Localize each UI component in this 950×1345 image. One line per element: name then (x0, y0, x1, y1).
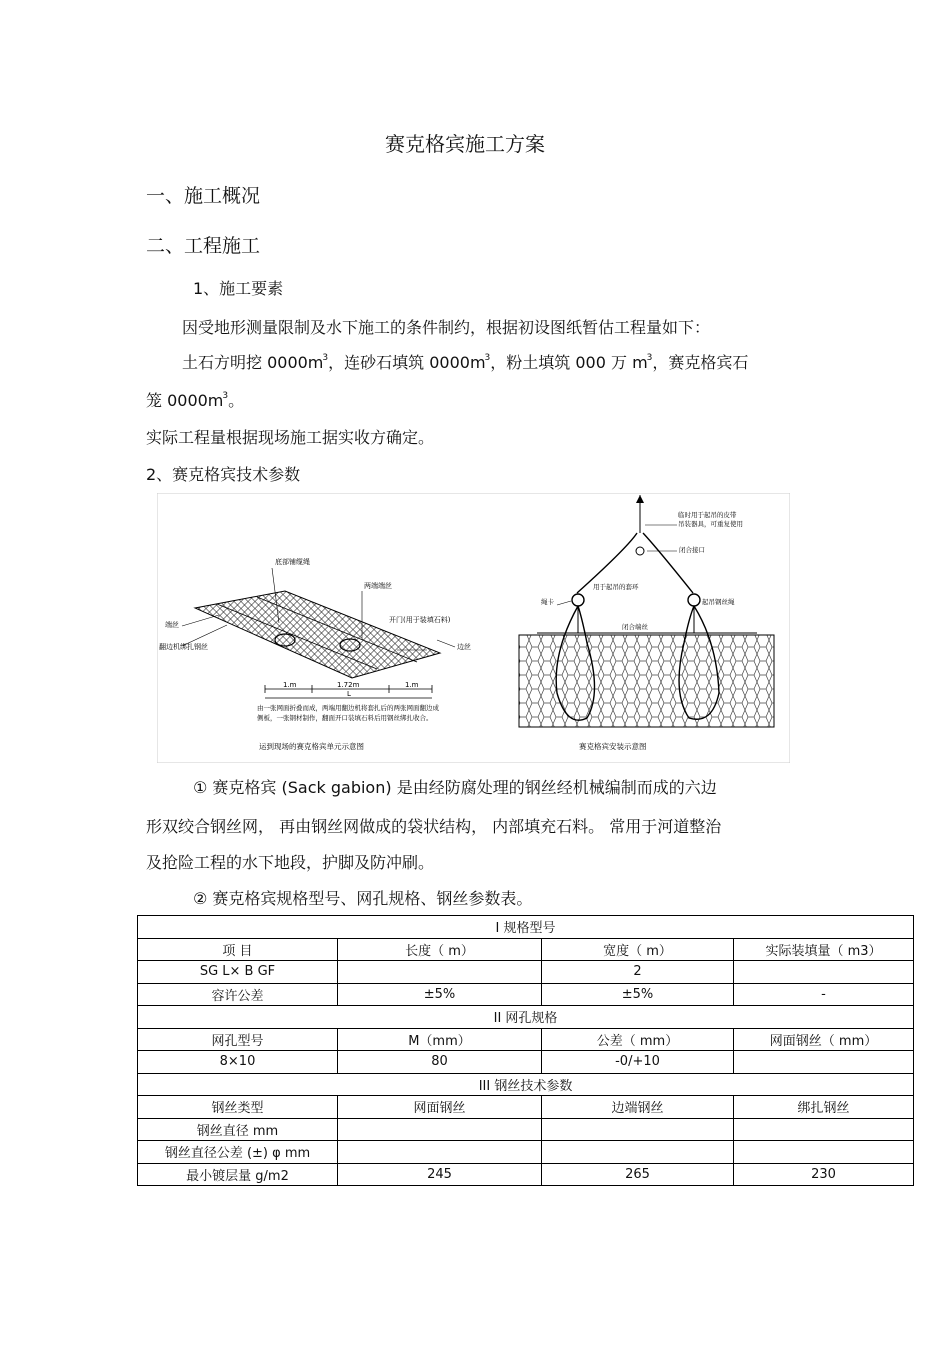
table-cell (734, 1141, 914, 1164)
label-lifting-ring: 用于起吊的套环 (593, 583, 639, 591)
superscript: 3 (222, 390, 229, 401)
label-rope-clip: 绳卡 (541, 598, 554, 606)
subheading-elements: 1、施工要素 (193, 279, 284, 298)
table-cell: 钢丝直径 mm (138, 1118, 338, 1141)
table-cell: 245 (338, 1163, 542, 1186)
label-binding-wire: 翻边机绑扎钢丝 (159, 643, 208, 651)
section-header: II 网孔规格 (138, 1006, 914, 1029)
subheading-parameters: 2、赛克格宾技术参数 (146, 465, 301, 484)
column-header: 钢丝类型 (138, 1096, 338, 1119)
column-header: 边端钢丝 (542, 1096, 734, 1119)
table-cell (338, 961, 542, 984)
column-header: M（mm） (338, 1028, 542, 1051)
table-row (138, 1118, 914, 1141)
left-note-line1: 由一张网面折叠而成，两端用翻边机将套扎后的两张网面翻边成 (257, 704, 439, 712)
label-lifting-device: 吊装器具，可重复使用 (678, 520, 743, 528)
table-row (138, 961, 914, 984)
paragraph-gabion-definition: ① 赛克格宾 (Sack gabion) 是由经防腐处理的钢丝经机械编制而成的六边 (193, 778, 717, 797)
table-cell: SG L× B GF (138, 961, 338, 984)
dim-label-2: 1.72m (337, 681, 360, 689)
table-row (138, 938, 914, 961)
paragraph-table-intro: ② 赛克格宾规格型号、网孔规格、钢丝参数表。 (193, 889, 533, 908)
spec-table (137, 915, 914, 1186)
table-cell: 容许公差 (138, 983, 338, 1006)
column-header: 公差（ mm） (542, 1028, 734, 1051)
label-bottom-rope: 底部铺缆绳 (275, 558, 310, 566)
table-cell: ±5% (338, 983, 542, 1006)
label-opening: 开门(用于装填石料) (389, 616, 451, 624)
superscript: 3 (484, 352, 491, 363)
quantity-gabion: ，赛克格宾石 (652, 353, 749, 372)
table-cell: 265 (542, 1163, 734, 1186)
table-cell (338, 1118, 542, 1141)
gabion-diagram (157, 493, 790, 763)
table-cell: - (734, 983, 914, 1006)
page-title: 赛克格宾施工方案 (385, 132, 545, 156)
table-row (138, 1163, 914, 1186)
section-header: III 钢丝技术参数 (138, 1073, 914, 1096)
table-cell: 230 (734, 1163, 914, 1186)
table-cell: 最小镀层量 g/m2 (138, 1163, 338, 1186)
table-cell: 8×10 (138, 1051, 338, 1074)
dim-label-total: L (347, 690, 351, 698)
quantity-earthwork: 土石方明挖 0000m (182, 353, 324, 372)
column-header: 长度（ m） (338, 938, 542, 961)
paragraph-gabion-definition-cont: 形双绞合钢丝网， 再由钢丝网做成的袋状结构， 内部填充石料。 常用于河道整治 (146, 817, 722, 836)
dim-label-3: 1.m (405, 681, 419, 689)
table-cell: 2 (542, 961, 734, 984)
column-header: 网孔型号 (138, 1028, 338, 1051)
paragraph-quantities (182, 350, 748, 373)
sentence-end: 。 (228, 391, 245, 410)
left-note-line2: 侧板，一张钢材制作，翻面开口装填石料后用钢丝绑扎收合。 (257, 714, 433, 722)
left-figure-caption: 运到现场的赛克格宾单元示意图 (259, 742, 364, 751)
table-cell: ±5% (542, 983, 734, 1006)
table-row (138, 1028, 914, 1051)
table-cell (542, 1141, 734, 1164)
table-row (138, 983, 914, 1006)
table-cell: -0/+10 (542, 1051, 734, 1074)
section-heading-construction: 二、工程施工 (146, 235, 261, 257)
table-cell (734, 1051, 914, 1074)
label-end-wires: 两端端丝 (364, 582, 392, 590)
label-closing-wire: 闭合端丝 (622, 623, 648, 631)
table-row (138, 1006, 914, 1029)
dim-label-1: 1.m (283, 681, 297, 689)
paragraph-gabion-usage: 及抢险工程的水下地段，护脚及防冲刷。 (146, 853, 435, 872)
table-row (138, 916, 914, 939)
label-temporary-strap: 临时用于起吊的皮带 (678, 511, 737, 519)
table-cell (338, 1141, 542, 1164)
label-end-wire: 端丝 (165, 621, 179, 629)
table-row (138, 1096, 914, 1119)
column-header: 网面钢丝（ mm） (734, 1028, 914, 1051)
column-header: 宽度（ m） (542, 938, 734, 961)
table-cell (734, 961, 914, 984)
superscript: 3 (322, 352, 329, 363)
right-figure-caption: 赛克格宾安装示意图 (579, 742, 647, 751)
quantity-gravel: ，连砂石填筑 0000m (328, 353, 486, 372)
table-row (138, 1051, 914, 1074)
column-header: 项 目 (138, 938, 338, 961)
table-row (138, 1141, 914, 1164)
table-cell (734, 1118, 914, 1141)
paragraph-quantities-cont (146, 388, 244, 411)
column-header: 实际装填量（ m3） (734, 938, 914, 961)
paragraph-actual: 实际工程量根据现场施工据实收方确定。 (146, 428, 435, 447)
table-cell: 80 (338, 1051, 542, 1074)
section-heading-overview: 一、施工概况 (146, 185, 261, 207)
quantity-silt: ，粉土填筑 000 万 m (490, 353, 648, 372)
superscript: 3 (646, 352, 653, 363)
label-closure: 闭合接口 (679, 546, 705, 554)
label-edge-wire: 边丝 (457, 643, 471, 651)
column-header: 绑扎钢丝 (734, 1096, 914, 1119)
table-cell: 钢丝直径公差 (±) φ mm (138, 1141, 338, 1164)
table-cell (542, 1118, 734, 1141)
table-row (138, 1073, 914, 1096)
section-header: I 规格型号 (138, 916, 914, 939)
label-lifting-cable: 起吊钢丝绳 (702, 598, 735, 606)
column-header: 网面钢丝 (338, 1096, 542, 1119)
quantity-gabion-value: 笼 0000m (146, 391, 224, 410)
paragraph-intro: 因受地形测量限制及水下施工的条件制约，根据初设图纸暂估工程量如下： (182, 318, 711, 337)
